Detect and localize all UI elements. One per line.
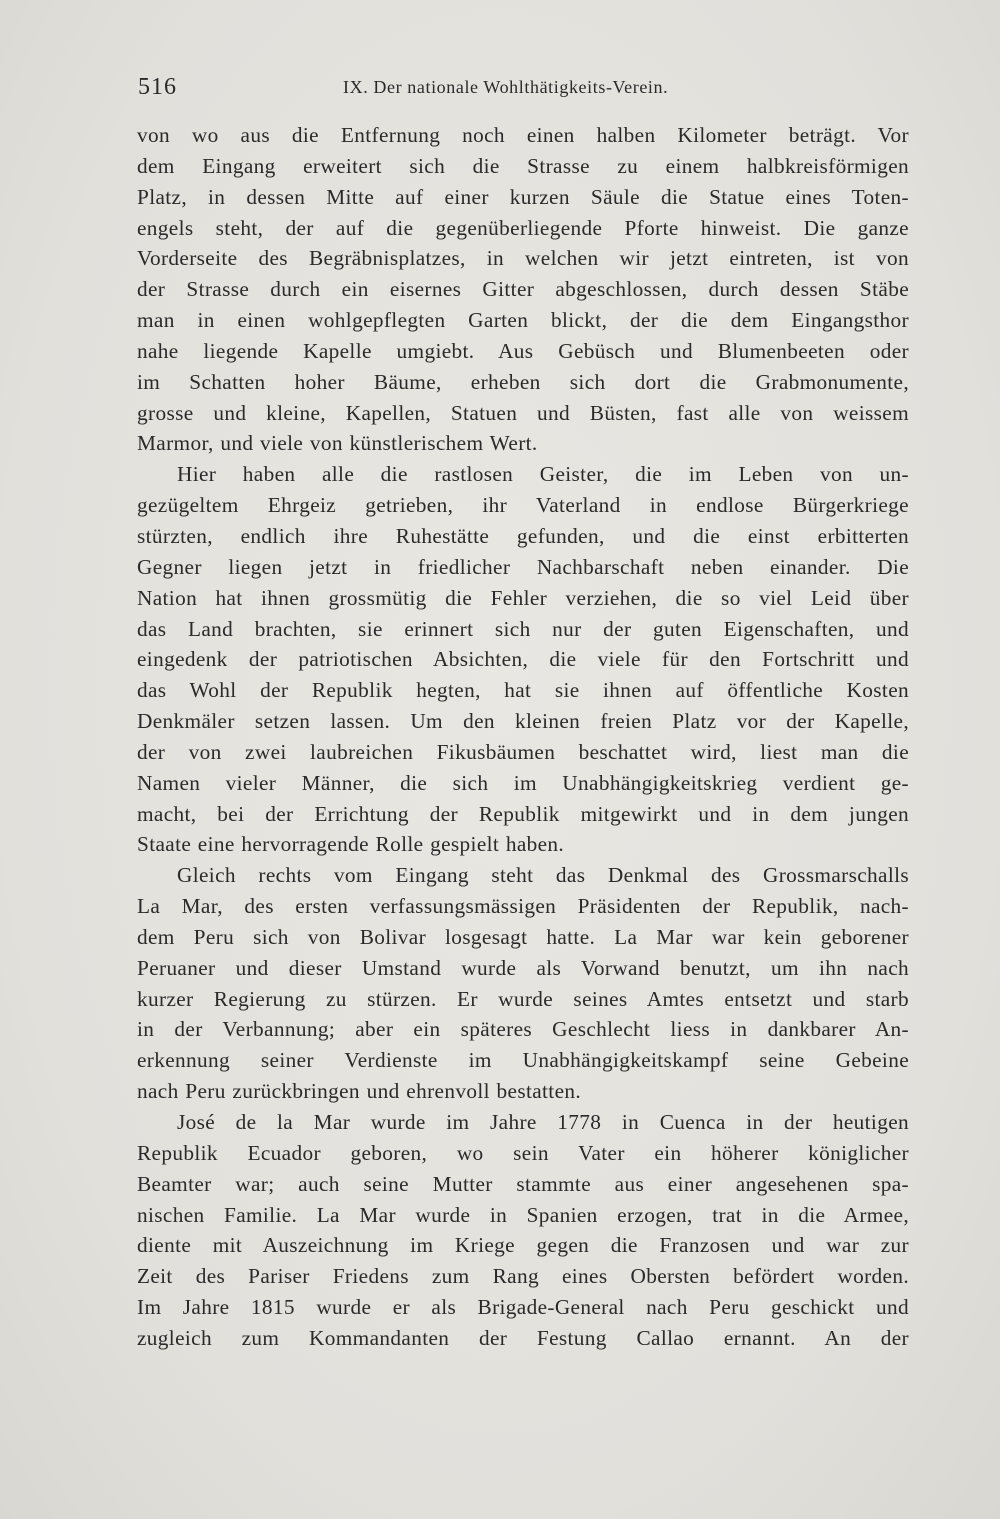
text-line: dem Peru sich von Bolivar losgesagt hatte. La Mar war kein geborener [137,924,909,949]
text-line: Denkmäler setzen lassen. Um den kleinen freien Platz vor der Kapelle, [137,709,909,734]
text-line: macht, bei der Errichtung der Republik mitgewirkt und in dem jungen [137,801,909,826]
text-line: La Mar, des ersten verfassungsmässigen Präsidenten der Republik, nach- [137,894,909,919]
text-line: im Schatten hoher Bäume, erheben sich dort die Grabmonumente, [137,369,909,394]
text-line: nahe liegende Kapelle umgiebt. Aus Gebüsch und Blumenbeeten oder [137,338,909,363]
text-line: Staate eine hervorragende Rolle gespielt haben. [137,832,565,857]
text-line: von wo aus die Entfernung noch einen halben Kilometer beträgt. Vor [137,123,909,147]
text-line: engels steht, der auf die gegenüberliegende Pforte hinweist. Die ganze [137,215,909,240]
text-line: José de la Mar wurde im Jahre 1778 in Cuenca in der heutigen [177,1110,909,1134]
text-line: kurzer Regierung zu stürzen. Er wurde seines Amtes entsetzt und starb [137,986,909,1011]
text-line: der von zwei laubreichen Fikusbäumen beschattet wird, liest man die [137,739,909,764]
text-line: Namen vieler Männer, die sich im Unabhängigkeitskrieg verdient ge- [137,770,909,795]
text-line: zugleich zum Kommandanten der Festung Callao ernannt. An der [137,1325,909,1350]
text-line: dem Eingang erweitert sich die Strasse zu einem halbkreisförmigen [137,153,909,178]
text-line: Im Jahre 1815 wurde er als Brigade-General nach Peru geschickt und [137,1295,909,1320]
text-line: diente mit Auszeichnung im Kriege gegen die Franzosen und war zur [137,1233,909,1258]
text-line: nach Peru zurückbringen und ehrenvoll bestatten. [137,1079,582,1104]
text-line: Gleich rechts vom Eingang steht das Denkmal des Grossmarschalls [177,863,909,888]
text-line: man in einen wohlgepflegten Garten blickt, der die dem Eingangsthor [137,308,909,333]
text-line: nischen Familie. La Mar wurde in Spanien erzogen, trat in die Armee, [137,1202,909,1227]
text-line: der Strasse durch ein eisernes Gitter abgeschlossen, durch dessen Stäbe [137,277,909,302]
text-line: Beamter war; auch seine Mutter stammte aus einer angesehenen spa- [137,1171,909,1196]
text-line: Hier haben alle die rastlosen Geister, die im Leben von un- [177,462,909,487]
body-text [137,120,909,1354]
text-line: Zeit des Pariser Friedens zum Rang eines Obersten befördert worden. [137,1264,909,1289]
text-line: eingedenk der patriotischen Absichten, die viele für den Fortschritt und [137,647,909,672]
text-line: das Land brachten, sie erinnert sich nur der guten Eigenschaften, und [137,616,909,641]
text-line: Vorderseite des Begräbnisplatzes, in welchen wir jetzt eintreten, ist von [137,246,909,271]
text-line: Platz, in dessen Mitte auf einer kurzen Säule die Statue eines Toten- [137,184,909,209]
text-line: grosse und kleine, Kapellen, Statuen und Büsten, fast alle von weissem [137,400,909,425]
text-line: Republik Ecuador geboren, wo sein Vater ein höherer königlicher [137,1140,909,1165]
page-header [138,72,908,106]
text-line: Gegner liegen jetzt in friedlicher Nachbarschaft neben einander. Die [137,554,909,579]
text-line: Peruaner und dieser Umstand wurde als Vorwand benutzt, um ihn nach [137,955,909,980]
text-line: erkennung seiner Verdienste im Unabhängigkeitskampf seine Gebeine [137,1048,909,1073]
running-head: IX. Der nationale Wohlthätigkeits-Verein. [343,77,669,97]
text-line: in der Verbannung; aber ein späteres Geschlecht liess in dankbarer An- [137,1017,909,1042]
text-line: stürzten, endlich ihre Ruhestätte gefunden, und die einst erbitterten [137,523,909,548]
page-number: 516 [138,74,177,100]
text-line: Nation hat ihnen grossmütig die Fehler verziehen, die so viel Leid über [137,585,909,610]
text-line: gezügeltem Ehrgeiz getrieben, ihr Vaterland in endlose Bürgerkriege [137,493,909,518]
text-line: das Wohl der Republik hegten, hat sie ihnen auf öffentliche Kosten [137,678,909,703]
text-line: Marmor, und viele von künstlerischem Wert. [137,431,538,456]
